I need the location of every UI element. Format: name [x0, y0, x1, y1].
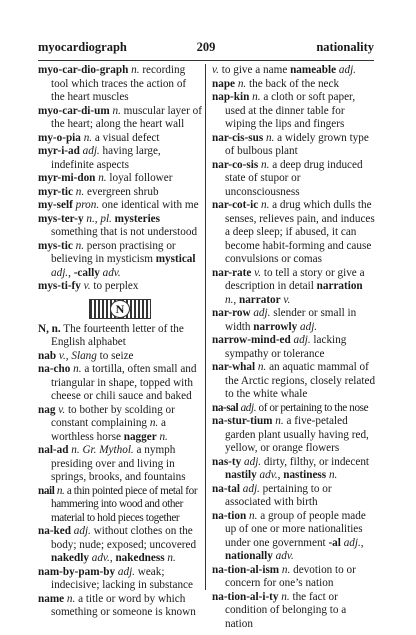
- dictionary-entry: [212, 199, 376, 267]
- part-of-speech: n.: [281, 590, 290, 603]
- part-of-speech: adj.: [244, 455, 262, 468]
- part-of-speech: n.: [261, 158, 270, 171]
- definition-text: a thin pointed piece of metal for hammering into wood and other material to hold pieces together: [51, 484, 198, 524]
- headword: nar-rate: [212, 266, 252, 279]
- part-of-speech: n.: [167, 552, 176, 564]
- section-letter: N: [110, 300, 130, 318]
- definition-text: The fourteenth letter of the English alphabet: [51, 322, 184, 348]
- part-of-speech: n.: [281, 563, 291, 576]
- part-of-speech: n.: [257, 361, 267, 373]
- definition-text: ,: [360, 536, 364, 549]
- part-of-speech: n.: [149, 417, 159, 429]
- definition-text: an aquatic mammal of the Arctic regions, closely related to the white whale: [225, 361, 376, 400]
- headword: na-sal: [212, 401, 239, 414]
- headword: myo-car-di-um: [38, 104, 110, 117]
- dictionary-entry: [212, 483, 376, 510]
- dictionary-entry: [38, 444, 202, 485]
- definition-text: evergreen shrub: [84, 185, 159, 198]
- definition-text: the back of the neck: [246, 77, 340, 90]
- part-of-speech: adj.: [51, 266, 69, 279]
- dictionary-entry: [38, 145, 202, 172]
- headword: na-tion-al-i-ty: [212, 590, 279, 603]
- part-of-speech: v.: [83, 280, 91, 292]
- entries-n-right: [212, 64, 376, 631]
- headword: mys-ter-y: [38, 212, 84, 225]
- part-of-speech: v.: [212, 64, 219, 76]
- part-of-speech: n.: [265, 131, 275, 144]
- definition-text: a nymph presiding over and living in springs, brooks, and fountains: [51, 444, 186, 483]
- dictionary-entry: [38, 525, 202, 566]
- definition-text: to seize: [96, 349, 134, 362]
- dictionary-entry: [38, 172, 202, 186]
- definition-text: ,: [68, 266, 74, 279]
- definition-text: a title or word by which something or someone is known: [51, 592, 196, 618]
- part-of-speech: n. Gr. Mythol.: [71, 444, 134, 456]
- headword: na-tion-al-ism: [212, 563, 280, 576]
- derived-form: narrowly: [253, 320, 298, 333]
- dictionary-entry: [38, 240, 202, 281]
- part-of-speech: n.: [75, 239, 84, 252]
- part-of-speech: n.: [98, 172, 107, 184]
- entries-m: [38, 64, 202, 294]
- dictionary-entry: [38, 64, 202, 105]
- definition-text: a tortilla, often small and triangular in shape, topped with cheese or chili sauce and baked: [51, 363, 197, 402]
- header-rule: [38, 60, 374, 61]
- running-header: [38, 38, 374, 56]
- part-of-speech: n.: [237, 77, 247, 90]
- part-of-speech: n.: [328, 469, 338, 481]
- definition-text: one identical with me: [99, 199, 199, 211]
- headword: nal-ad: [38, 444, 69, 456]
- definition-text: pertaining to or associated with birth: [225, 482, 332, 508]
- part-of-speech: pron.: [75, 199, 100, 211]
- definition-text: to bother by scolding or constant complaining: [51, 403, 175, 429]
- definition-text: without clothes on the body; nude; exposed; uncovered: [51, 525, 197, 551]
- dictionary-entry: [212, 91, 376, 132]
- definition-text: dirty, filthy, or indecent: [261, 455, 370, 468]
- dictionary-entry: [212, 361, 376, 402]
- definition-text: of or pertaining to the nose: [256, 401, 369, 414]
- part-of-speech: adv.: [102, 266, 121, 279]
- definition-text: having large, indefinite aspects: [51, 145, 161, 171]
- part-of-speech: adj.: [117, 565, 135, 578]
- dictionary-entry: [38, 199, 202, 213]
- part-of-speech: adj.: [82, 145, 100, 157]
- headword: nar-co-sis: [212, 158, 259, 171]
- entries-n-left: [38, 323, 202, 620]
- definition-text: ,: [277, 469, 284, 481]
- headword: myr-tic: [38, 185, 73, 198]
- definition-text: a visual defect: [92, 131, 160, 144]
- part-of-speech: n., pl.: [86, 212, 112, 225]
- part-of-speech: adv.: [275, 550, 294, 562]
- part-of-speech: adv.: [259, 469, 278, 481]
- derived-form: nationally: [225, 550, 273, 562]
- dictionary-entry: [38, 280, 202, 294]
- part-of-speech: n.: [249, 509, 258, 522]
- definition-text: a widely grown type of bulbous plant: [225, 131, 369, 157]
- dictionary-entry: [212, 132, 376, 159]
- part-of-speech: adj.: [343, 536, 361, 549]
- derived-form: nagger: [123, 430, 157, 443]
- derived-form: nakedly: [51, 552, 89, 564]
- dictionary-entry: [212, 307, 376, 334]
- headword: na-ked: [38, 525, 71, 537]
- definition-text: the fact or condition of belonging to a nation: [225, 590, 347, 630]
- definition-text: weak; indecisive; lacking in substance: [51, 565, 193, 591]
- headword: na-tal: [212, 482, 240, 495]
- dictionary-entry: [38, 186, 202, 200]
- headword: nag: [38, 403, 56, 416]
- part-of-speech: n.: [75, 185, 85, 198]
- derived-form: narrator: [238, 293, 281, 306]
- derived-form: mystical: [155, 253, 196, 265]
- part-of-speech: n.: [66, 592, 76, 605]
- right-column: [212, 64, 376, 631]
- headword: myr-mi-don: [38, 172, 96, 184]
- headword: na-cho: [38, 363, 71, 375]
- dictionary-entry: [38, 323, 202, 350]
- part-of-speech: n.: [225, 293, 234, 306]
- dictionary-entry: [38, 350, 202, 364]
- definition-text: a deep drug induced state of stupor or unconsciousness: [225, 158, 363, 198]
- dictionary-entry: [38, 566, 202, 593]
- definition-text: muscular layer of the heart; along the heart wall: [51, 104, 202, 130]
- definition-text: to tell a story or give a description in detail: [225, 266, 365, 292]
- part-of-speech: n.: [112, 104, 121, 117]
- dictionary-entry: [38, 132, 202, 146]
- part-of-speech: adj.: [338, 64, 356, 76]
- headword: na-stur-tium: [212, 415, 273, 427]
- definition-text: a five-petaled garden plant usually having red, yellow, or orange flowers: [225, 415, 369, 454]
- derived-form: nakedness: [115, 552, 165, 564]
- headword: nab: [38, 349, 57, 362]
- part-of-speech: n.: [56, 484, 65, 497]
- headword: my-self: [38, 199, 73, 211]
- definition-text: slender or small in width: [225, 307, 357, 333]
- headword: nar-whal: [212, 361, 256, 373]
- headword: nape: [212, 77, 236, 90]
- part-of-speech: n.: [83, 131, 93, 144]
- derived-form: narration: [316, 280, 363, 292]
- dictionary-entry: [212, 78, 376, 92]
- definition-text: lacking sympathy or tolerance: [225, 334, 347, 360]
- column-divider: [205, 64, 206, 590]
- derived-form: -cally: [73, 266, 100, 279]
- headword: mys-ti-fy: [38, 280, 81, 292]
- part-of-speech: n.: [131, 64, 140, 76]
- definition-text: ,: [109, 552, 116, 564]
- headword: N, n.: [38, 322, 61, 335]
- part-of-speech: adj.: [253, 307, 271, 319]
- headword: narrow-mind-ed: [212, 334, 291, 346]
- headword: nar-row: [212, 307, 251, 319]
- definition-text: a cloth or soft paper, used at the dinner table for wiping the lips and fingers: [225, 91, 356, 130]
- definition-text: a group of people made up of one or more nationalities under one government: [225, 509, 366, 549]
- page-number: 209: [196, 40, 216, 54]
- headword: nap-kin: [212, 91, 250, 103]
- derived-form: nastiness: [283, 469, 327, 481]
- definition-text: ,: [233, 293, 239, 306]
- derived-form: nastily: [225, 469, 257, 481]
- headword: myo-car-dio-graph: [38, 64, 129, 76]
- part-of-speech: n.: [73, 363, 82, 375]
- section-ornament: [38, 299, 202, 319]
- dictionary-entry: [212, 64, 376, 78]
- definition-text: person practising or believing in mysticism: [51, 239, 176, 265]
- headword: nam-by-pam-by: [38, 565, 116, 578]
- dictionary-entry: [38, 404, 202, 445]
- part-of-speech: n.: [159, 430, 168, 443]
- part-of-speech: adj.: [240, 401, 257, 414]
- definition-text: loyal follower: [106, 172, 173, 184]
- headword: na-tion: [212, 509, 247, 522]
- definition-text: to give a name: [218, 64, 291, 76]
- definition-text: a worthless horse: [51, 417, 166, 443]
- dictionary-entry: [212, 456, 376, 483]
- definition-text: to perplex: [90, 280, 139, 292]
- definition-text: recording tool which traces the action of the heart muscles: [51, 64, 187, 103]
- dictionary-entry: [38, 485, 202, 526]
- headword: nas-ty: [212, 455, 242, 468]
- dictionary-entry: [212, 415, 376, 456]
- part-of-speech: v., Slang: [58, 349, 97, 362]
- dictionary-entry: [212, 591, 376, 632]
- headword: nail: [38, 484, 55, 497]
- dictionary-entry: [212, 334, 376, 361]
- dictionary-entry: [212, 510, 376, 564]
- part-of-speech: v.: [58, 403, 66, 416]
- definition-text: devotion to or concern for one’s nation: [225, 563, 356, 589]
- guide-word-last: nationality: [316, 40, 374, 54]
- derived-form: -al: [328, 536, 341, 549]
- part-of-speech: adj.: [300, 320, 318, 333]
- derived-form: mysteries: [114, 212, 160, 225]
- guide-word-first: myocardiograph: [38, 40, 127, 54]
- part-of-speech: v.: [283, 293, 291, 306]
- dictionary-entry: [212, 267, 376, 308]
- part-of-speech: adj.: [73, 525, 91, 537]
- left-column: [38, 64, 202, 620]
- part-of-speech: n.: [260, 199, 270, 211]
- headword: name: [38, 592, 65, 605]
- derived-form: nameable: [290, 64, 337, 76]
- dictionary-entry: [212, 564, 376, 591]
- dictionary-entry: [38, 213, 202, 240]
- dictionary-entry: [38, 363, 202, 404]
- headword: myr-i-ad: [38, 145, 80, 157]
- dictionary-entry: [212, 402, 376, 416]
- part-of-speech: v.: [254, 266, 262, 279]
- headword: my-o-pia: [38, 131, 81, 144]
- part-of-speech: n.: [275, 415, 284, 427]
- definition-text: a drug which dulls the senses, relieves pain, and induces a deep sleep; if abused, it can become habit-forming and cause convulsions or comas: [225, 199, 375, 265]
- headword: nar-cis-sus: [212, 131, 264, 144]
- dictionary-entry: [212, 159, 376, 200]
- ornament-bar: [89, 299, 151, 319]
- dictionary-entry: [38, 593, 202, 620]
- definition-text: something that is not understood: [51, 226, 198, 238]
- part-of-speech: adj.: [293, 334, 311, 346]
- part-of-speech: adv.: [91, 552, 110, 564]
- part-of-speech: n.: [252, 91, 261, 103]
- headword: mys-tic: [38, 239, 73, 252]
- part-of-speech: adj.: [242, 482, 260, 495]
- headword: nar-cot-ic: [212, 199, 259, 211]
- dictionary-entry: [38, 105, 202, 132]
